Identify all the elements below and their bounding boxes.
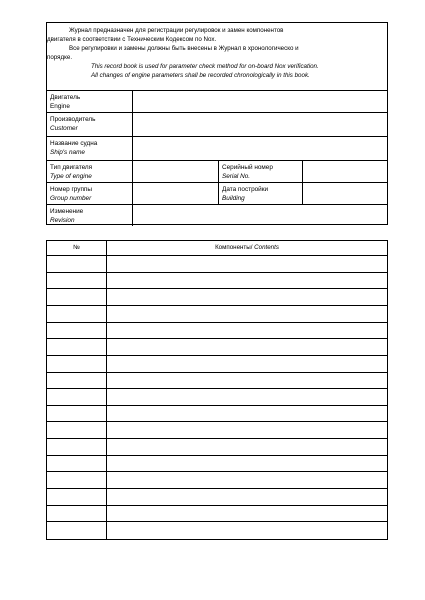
- row-contents-cell[interactable]: [107, 389, 387, 405]
- table-row: [47, 422, 387, 439]
- customer-label: [47, 113, 133, 136]
- row-number-cell[interactable]: [47, 489, 107, 505]
- table-row: [47, 273, 387, 290]
- intro-ru-line-3: Все регулировки и замены должны быть внесены в Журнал в хронологическо и: [69, 45, 299, 52]
- serial-no-label: [219, 161, 303, 182]
- customer-row: [47, 113, 387, 137]
- type-of-engine-label-ru: Тип двигателя: [50, 164, 93, 171]
- row-number-cell[interactable]: [47, 306, 107, 322]
- table-row: [47, 406, 387, 423]
- row-number-cell[interactable]: [47, 256, 107, 272]
- row-contents-cell[interactable]: [107, 506, 387, 522]
- revision-label-en: Revision: [50, 217, 75, 224]
- row-contents-cell[interactable]: [107, 273, 387, 289]
- row-number-cell[interactable]: [47, 389, 107, 405]
- group-number-label-en: Group number: [50, 195, 92, 202]
- table-row: [47, 356, 387, 373]
- row-number-cell[interactable]: [47, 439, 107, 455]
- row-contents-cell[interactable]: [107, 522, 387, 539]
- intro-ru-line-2: двигателя в соответствии с Техническим Кодексом по Nox.: [47, 36, 217, 43]
- contents-table: [46, 240, 388, 540]
- row-number-cell[interactable]: [47, 356, 107, 372]
- table-row: [47, 389, 387, 406]
- contents-table-header: [47, 241, 387, 256]
- intro-en-line-2: All changes of engine parameters shall be recorded chronologically in this book.: [91, 72, 310, 79]
- row-contents-cell[interactable]: [107, 422, 387, 438]
- row-number-cell[interactable]: [47, 406, 107, 422]
- revision-label-ru: Изменение: [50, 208, 84, 215]
- ship-name-label: [47, 137, 133, 160]
- column-header-contents-ru: Компоненты/: [215, 244, 255, 251]
- type-of-engine-value[interactable]: [133, 161, 219, 182]
- building-label: [219, 183, 303, 204]
- intro-text: [47, 23, 387, 91]
- revision-row: [47, 205, 387, 226]
- type-of-engine-label-en: Type of engine: [50, 173, 92, 180]
- table-row: [47, 289, 387, 306]
- engine-value[interactable]: [133, 91, 387, 112]
- serial-no-label-en: Serial No.: [222, 173, 251, 180]
- row-contents-cell[interactable]: [107, 289, 387, 305]
- row-contents-cell[interactable]: [107, 439, 387, 455]
- column-header-number: №: [47, 241, 107, 255]
- table-row: [47, 522, 387, 539]
- row-contents-cell[interactable]: [107, 356, 387, 372]
- row-number-cell[interactable]: [47, 289, 107, 305]
- row-number-cell[interactable]: [47, 506, 107, 522]
- row-number-cell[interactable]: [47, 339, 107, 355]
- row-number-cell[interactable]: [47, 373, 107, 389]
- table-row: [47, 306, 387, 323]
- engine-label-en: Engine: [50, 103, 70, 110]
- row-number-cell[interactable]: [47, 273, 107, 289]
- table-row: [47, 256, 387, 273]
- ship-name-label-ru: Название судна: [50, 140, 98, 147]
- table-row: [47, 489, 387, 506]
- table-row: [47, 456, 387, 473]
- building-label-ru: Дата постройки: [222, 186, 269, 193]
- row-number-cell[interactable]: [47, 422, 107, 438]
- group-number-value[interactable]: [133, 183, 219, 204]
- engine-label-ru: Двигатель: [50, 94, 81, 101]
- customer-label-ru: Производитель: [50, 116, 96, 123]
- row-contents-cell[interactable]: [107, 406, 387, 422]
- row-contents-cell[interactable]: [107, 472, 387, 488]
- intro-ru-line-1: Журнал предназначен для регистрации регулировок и замен компонентов: [69, 27, 284, 34]
- type-of-engine-label: [47, 161, 133, 182]
- table-row: [47, 323, 387, 340]
- table-row: [47, 439, 387, 456]
- revision-label: [47, 205, 133, 226]
- type-serial-row: [47, 161, 387, 183]
- intro-en-line-1: This record book is used for parameter check method for on-board Nox verification.: [91, 63, 319, 70]
- row-contents-cell[interactable]: [107, 373, 387, 389]
- column-header-contents: [107, 241, 387, 255]
- table-row: [47, 506, 387, 523]
- row-number-cell[interactable]: [47, 472, 107, 488]
- group-number-label-ru: Номер группы: [50, 186, 92, 193]
- customer-label-en: Customer: [50, 125, 78, 132]
- row-contents-cell[interactable]: [107, 256, 387, 272]
- ship-name-label-en: Ship's name: [50, 149, 85, 156]
- table-row: [47, 339, 387, 356]
- engine-row: [47, 91, 387, 113]
- engine-label: [47, 91, 133, 112]
- row-number-cell[interactable]: [47, 522, 107, 539]
- row-contents-cell[interactable]: [107, 323, 387, 339]
- record-book-header: [46, 22, 388, 225]
- serial-no-value[interactable]: [303, 161, 387, 182]
- intro-ru-line-4: порядке.: [47, 54, 73, 61]
- ship-name-value[interactable]: [133, 137, 387, 160]
- column-header-contents-en: Contents: [254, 244, 279, 251]
- customer-value[interactable]: [133, 113, 387, 136]
- table-row: [47, 373, 387, 390]
- row-contents-cell[interactable]: [107, 339, 387, 355]
- ship-name-row: [47, 137, 387, 161]
- serial-no-label-ru: Серийный номер: [222, 164, 273, 171]
- building-value[interactable]: [303, 183, 387, 204]
- row-contents-cell[interactable]: [107, 306, 387, 322]
- row-contents-cell[interactable]: [107, 489, 387, 505]
- row-number-cell[interactable]: [47, 323, 107, 339]
- row-contents-cell[interactable]: [107, 456, 387, 472]
- building-label-en: Building: [222, 195, 245, 202]
- row-number-cell[interactable]: [47, 456, 107, 472]
- revision-value[interactable]: [133, 205, 387, 226]
- table-row: [47, 472, 387, 489]
- group-number-label: [47, 183, 133, 204]
- group-building-row: [47, 183, 387, 205]
